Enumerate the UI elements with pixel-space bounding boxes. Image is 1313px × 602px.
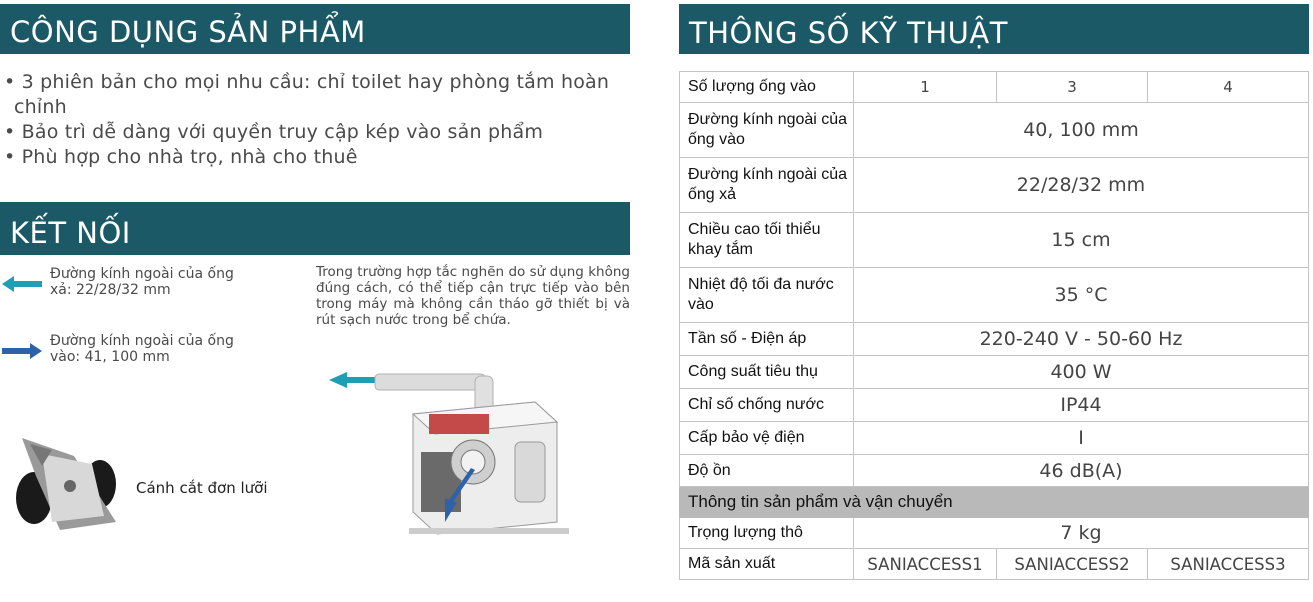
cutter-label: Cánh cắt đơn lưỡi — [136, 479, 268, 497]
spec-value: 220-240 V - 50-60 Hz — [854, 323, 1309, 356]
table-row — [680, 268, 1309, 323]
spec-label: Đường kính ngoài của ống vào — [680, 103, 854, 158]
spec-value: 46 dB(A) — [854, 455, 1309, 487]
table-row — [680, 389, 1309, 422]
spec-label: Đường kính ngoài của ống xả — [680, 158, 854, 213]
spec-value: 400 W — [854, 356, 1309, 389]
table-row — [680, 158, 1309, 213]
spec-value: 22/28/32 mm — [854, 158, 1309, 213]
section-heading: Thông tin sản phẩm và vận chuyển — [680, 487, 1309, 518]
spec-label: Số lượng ống vào — [680, 72, 854, 103]
usage-section-title: CÔNG DỤNG SẢN PHẨM — [0, 4, 630, 54]
inlet-legend-text: Đường kính ngoài của ống vào: 41, 100 mm — [50, 333, 234, 365]
usage-bullet: • Bảo trì dễ dàng với quyền truy cập kép vào sản phẩm — [4, 121, 544, 143]
connection-section-title: KẾT NỐI — [0, 202, 630, 255]
section-row — [680, 487, 1309, 518]
spec-label: Mã sản xuất — [680, 549, 854, 580]
specs-section-title: THÔNG SỐ KỸ THUẬT — [679, 4, 1309, 54]
spec-value: I — [854, 422, 1309, 455]
spec-label: Chiều cao tối thiểu khay tắm — [680, 213, 854, 268]
spec-label: Độ ồn — [680, 455, 854, 487]
outlet-arrow-icon — [2, 274, 42, 294]
spec-label: Tần số - Điện áp — [680, 323, 854, 356]
table-row — [680, 323, 1309, 356]
spec-label: Trọng lượng thô — [680, 518, 854, 549]
spec-label: Cấp bảo vệ điện — [680, 422, 854, 455]
spec-value: 35 °C — [854, 268, 1309, 323]
pump-device-image — [325, 362, 575, 542]
usage-bullet: • 3 phiên bản cho mọi nhu cầu: chỉ toilet hay phòng tắm hoàn chỉnh — [4, 71, 610, 118]
outlet-legend — [2, 266, 242, 298]
product-code: SANIACCESS2 — [997, 549, 1148, 580]
spec-value: IP44 — [854, 389, 1309, 422]
spec-value: 7 kg — [854, 518, 1309, 549]
usage-bullet: • Phù hợp cho nhà trọ, nhà cho thuê — [4, 146, 358, 168]
table-row — [680, 356, 1309, 389]
table-row — [680, 455, 1309, 487]
single-blade-cutter-image — [12, 436, 122, 532]
product-code: SANIACCESS3 — [1148, 549, 1309, 580]
outlet-legend-text: Đường kính ngoài của ống xả: 22/28/32 mm — [50, 266, 234, 298]
table-row — [680, 103, 1309, 158]
spec-value: 40, 100 mm — [854, 103, 1309, 158]
table-row — [680, 422, 1309, 455]
usage-bullet-list — [4, 70, 634, 170]
table-row — [680, 549, 1309, 580]
inlet-legend — [2, 333, 242, 365]
maintenance-note: Trong trường hợp tắc nghẽn do sử dụng không đúng cách, có thể tiếp cận trực tiếp vào bên trong máy mà không cần tháo gỡ thiết bị và rút sạch nước trong bể chứa. — [316, 264, 630, 328]
spec-value: 4 — [1148, 72, 1309, 103]
spec-label: Chỉ số chống nước — [680, 389, 854, 422]
table-row — [680, 72, 1309, 103]
spec-value: 3 — [997, 72, 1148, 103]
spec-label: Công suất tiêu thụ — [680, 356, 854, 389]
product-code: SANIACCESS1 — [854, 549, 997, 580]
spec-label: Nhiệt độ tối đa nước vào — [680, 268, 854, 323]
spec-value: 15 cm — [854, 213, 1309, 268]
table-row — [680, 518, 1309, 549]
table-row — [680, 213, 1309, 268]
spec-value: 1 — [854, 72, 997, 103]
specs-table — [679, 71, 1309, 580]
inlet-arrow-icon — [2, 341, 42, 361]
